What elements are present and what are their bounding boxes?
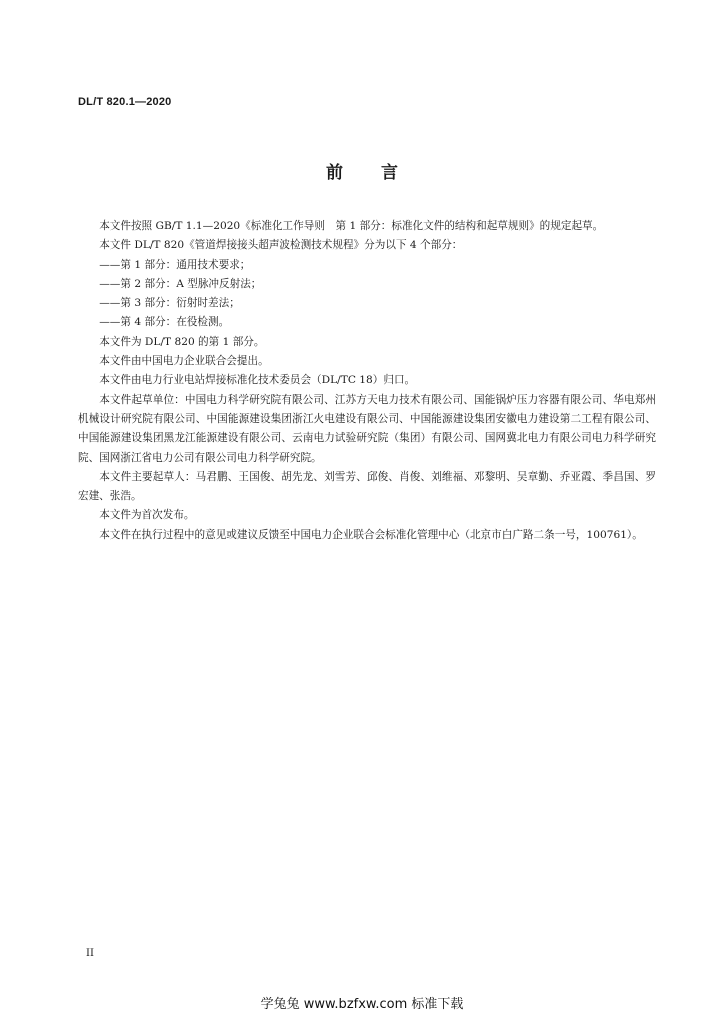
document-code: DL/T 820.1—2020 [78, 96, 172, 108]
paragraph-drafting-rules: 本文件按照 GB/T 1.1—2020《标准化工作导则 第 1 部分：标准化文件的结构和起草规则》的规定起草。 [99, 220, 604, 232]
title-char-2: 言 [381, 163, 398, 183]
paragraph-feedback: 本文件在执行过程中的意见或建议反馈至中国电力企业联合会标准化管理中心（北京市白广路二条一号，100761）。 [99, 528, 643, 541]
paragraph-parts-intro: 本文件 DL/T 820《管道焊接接头超声波检测技术规程》分为以下 4 个部分： [99, 239, 463, 252]
list-item-part-2: ——第 2 部分：A 型脉冲反射法； [99, 277, 262, 290]
paragraph-drafting-units: 本文件起草单位：中国电力科学研究院有限公司、江苏方天电力技术有限公司、国能锅炉压力容器有限公司、华电郑州机械设计研究院有限公司、中国能源建设集团浙江火电建设有限公司、中国能源建设集团安徽电力建设第二工程有限公司、中国能源建设集团黑龙江能源建设有限公司、云南电力试验研究院（集团）有限公司、国网冀北电力有限公司电力科学研究院、国网浙江省电力公司有限公司电力科学研究院。 [78, 393, 656, 464]
paragraph-proposer: 本文件由中国电力企业联合会提出。 [99, 355, 269, 368]
list-item-part-1: ——第 1 部分：通用技术要求； [99, 258, 251, 271]
page-title [0, 158, 724, 183]
title-char-1: 前 [326, 163, 343, 183]
paragraph-drafters: 本文件主要起草人：马君鹏、王国俊、胡先龙、刘雪芳、邱俊、肖俊、刘维福、邓黎明、吴章勤、乔亚霞、季昌国、罗宏建、张浩。 [78, 470, 656, 503]
list-item-part-4: ——第 4 部分：在役检测。 [99, 316, 230, 329]
page-number: II [86, 948, 94, 959]
site-watermark: 学兔兔 www.bzfxw.com 标准下载 [260, 997, 464, 1012]
list-item-part-3: ——第 3 部分：衍射时差法； [99, 297, 240, 310]
paragraph-first-release: 本文件为首次发布。 [99, 509, 195, 522]
paragraph-part-number: 本文件为 DL/T 820 的第 1 部分。 [99, 335, 265, 348]
foreword-body [78, 217, 656, 545]
paragraph-committee: 本文件由电力行业电站焊接标准化技术委员会（DL/TC 18）归口。 [99, 374, 416, 387]
